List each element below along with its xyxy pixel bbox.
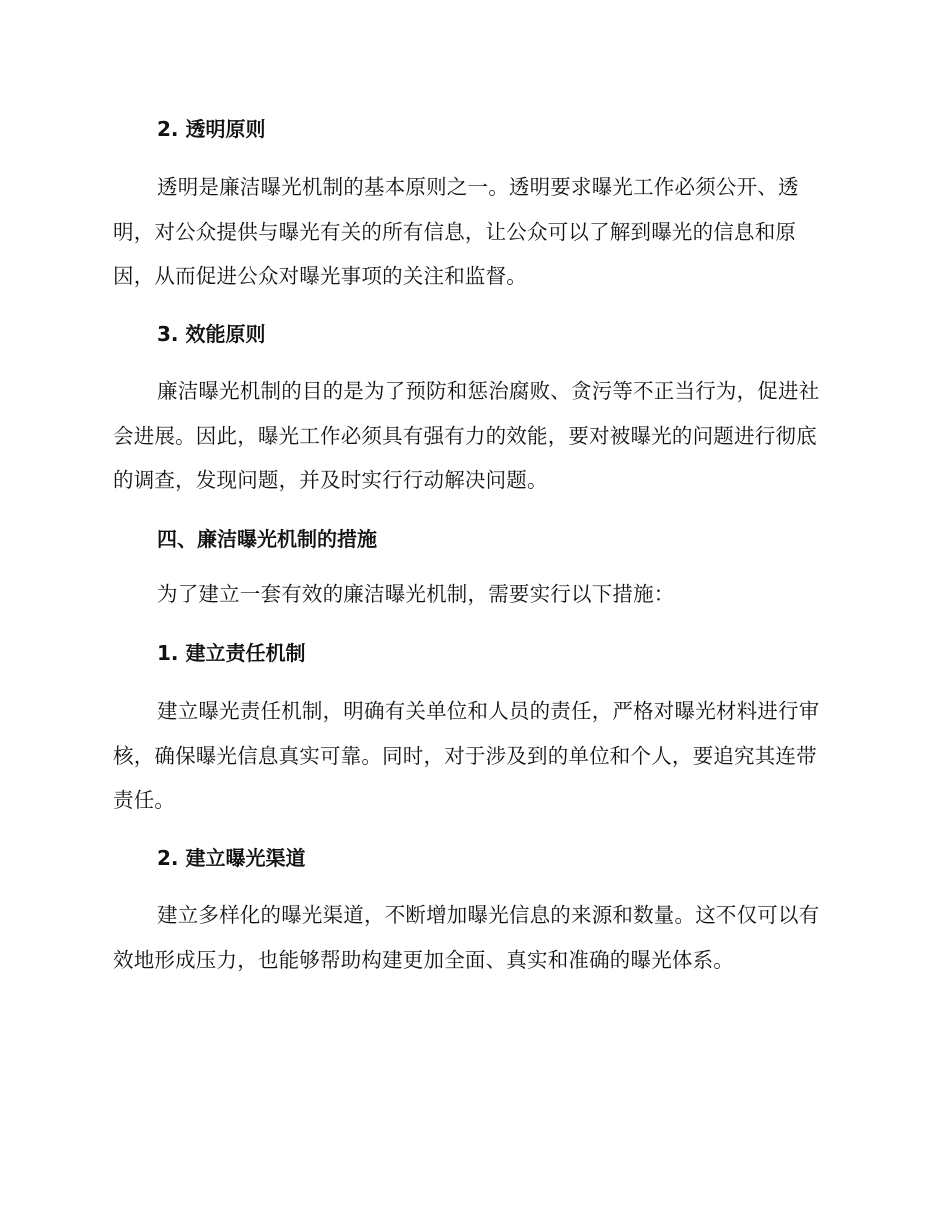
paragraph-line: 有效地形成压力，也能够帮助构建更加全面、真实和准确的曝光体系。	[113, 903, 820, 972]
paragraph-line: 透明是廉洁曝光机制的基本原则之一。透明要求曝光工作必须公开、透	[157, 175, 799, 199]
section-heading-efficiency: 3. 效能原则	[157, 322, 266, 346]
paragraph-efficiency	[113, 369, 831, 503]
paragraph-measures-intro	[113, 572, 831, 617]
paragraph-line: 建立曝光责任机制，明确有关单位和人员的责任，严格对曝光材料进行	[157, 699, 799, 723]
section-heading-transparency: 2. 透明原则	[157, 117, 266, 141]
paragraph-line: 彻底的调查，发现问题，并及时实行行动解决问题。	[113, 423, 817, 492]
paragraph-transparency	[113, 165, 831, 299]
paragraph-line: 因，从而促进公众对曝光事项的关注和监督。	[113, 264, 527, 288]
section-heading-channels: 2. 建立曝光渠道	[157, 846, 306, 870]
paragraph-responsibility	[113, 689, 831, 823]
paragraph-channels	[113, 893, 831, 982]
paragraph-line: 为了建立一套有效的廉洁曝光机制，需要实行以下措施：	[157, 582, 675, 606]
paragraph-line: 建立多样化的曝光渠道，不断增加曝光信息的来源和数量。这不仅可以	[157, 903, 799, 927]
paragraph-line: 明，对公众提供与曝光有关的所有信息，让公众可以了解到曝光的信息和原	[113, 219, 797, 244]
paragraph-line: 审核，确保曝光信息真实可靠。同时，对于涉及到的单位和个人，要追究其	[113, 699, 820, 768]
section-heading-measures: 四、廉洁曝光机制的措施	[157, 527, 377, 551]
paragraph-line: 连带责任。	[113, 743, 817, 812]
paragraph-line: 廉洁曝光机制的目的是为了预防和惩治腐败、贪污等不正当行为，促进	[157, 379, 799, 403]
paragraph-line: 社会进展。因此，曝光工作必须具有强有力的效能，要对被曝光的问题进行	[113, 379, 820, 448]
section-heading-responsibility: 1. 建立责任机制	[157, 641, 306, 665]
